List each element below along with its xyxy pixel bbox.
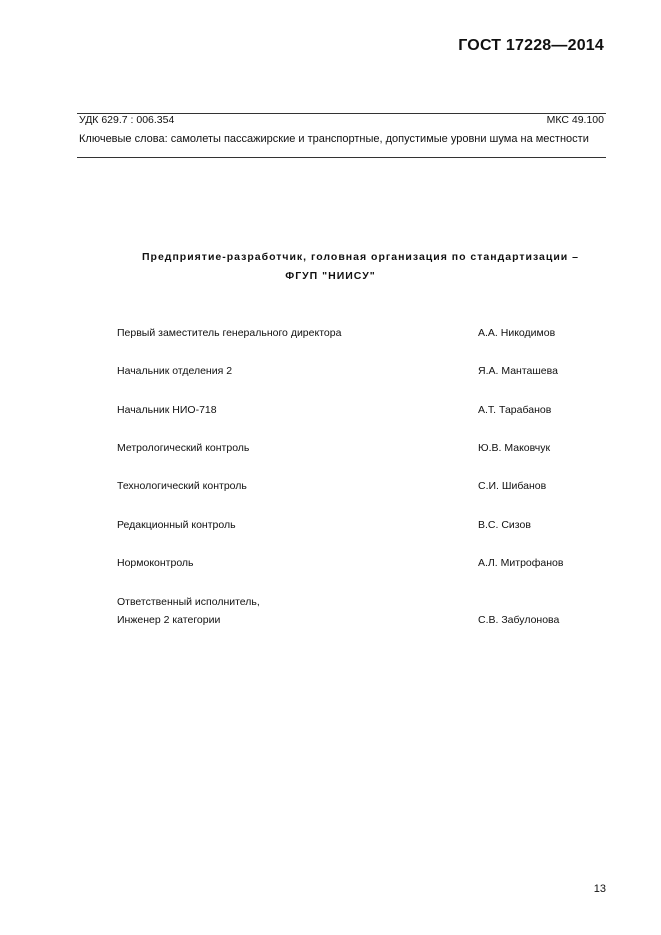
responsible-role: Ответственный исполнитель, (117, 596, 260, 608)
keywords: Ключевые слова: самолеты пассажирские и транспортные, допустимые уровни шума на местности (79, 133, 589, 145)
signatory-position: Начальник отделения 2 (117, 365, 233, 377)
signatory-position: Первый заместитель генерального директора (117, 327, 342, 339)
mks-code: МКС 49.100 (546, 114, 604, 126)
signatory-position: Нормоконтроль (117, 557, 194, 569)
signatory-name: А.Л. Митрофанов (478, 557, 564, 569)
signatory-name: Я.А. Манташева (478, 365, 558, 377)
signatory-name: С.И. Шибанов (478, 480, 547, 492)
signatory-name: А.А. Никодимов (478, 327, 556, 339)
responsible-title: Инженер 2 категории (117, 614, 221, 626)
signatory-name: В.С. Сизов (478, 519, 531, 531)
responsible-name: С.В. Забулонова (478, 614, 560, 626)
signatory-position: Метрологический контроль (117, 442, 250, 454)
standard-code: ГОСТ 17228—2014 (458, 37, 604, 54)
page-number: 13 (593, 883, 606, 895)
signatory-name: Ю.В. Маковчук (478, 442, 551, 454)
signatory-name: А.Т. Тарабанов (478, 404, 552, 416)
developer-line-1: Предприятие-разработчик, головная организация по стандартизации – (142, 251, 579, 263)
developer-line-2: ФГУП "НИИСУ" (285, 270, 376, 282)
signatory-position: Технологический контроль (117, 480, 247, 492)
signatory-position: Редакционный контроль (117, 519, 236, 531)
bottom-divider (77, 157, 606, 158)
udk-code: УДК 629.7 : 006.354 (79, 114, 175, 126)
signatory-position: Начальник НИО-718 (117, 404, 217, 416)
